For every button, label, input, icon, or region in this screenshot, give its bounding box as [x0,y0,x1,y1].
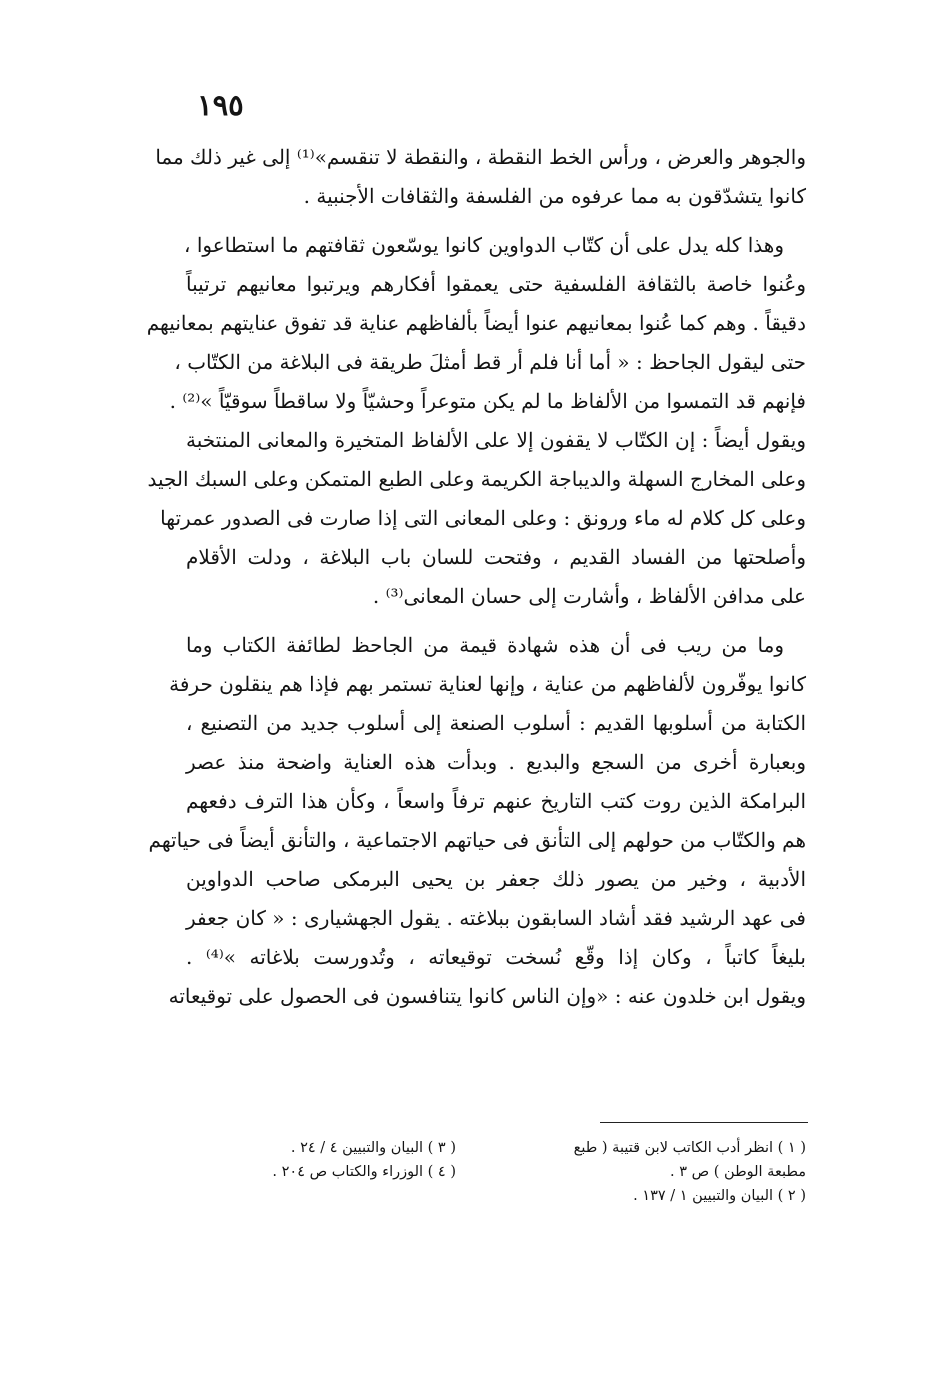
footnotes [186,1136,806,1208]
text-line: وبعبارة أخرى من السجع والبديع . وبدأت هذه العناية واضحة منذ عصر [186,750,806,774]
footnote-1-continued: مطبعة الوطن ) ص ٣ . [670,1164,806,1180]
footnote-1: ( ١ ) انظر أدب الكاتب لابن قتيبة ( طبع [573,1140,806,1156]
paragraph-1 [155,138,806,216]
text-line: وعُنوا خاصة بالثقافة الفلسفية حتى يعمقوا أفكارهم ويرتبوا معانيهم ترتيباً [186,272,806,296]
text-line: حتى ليقول الجاحظ : « أما أنا فلم أر قط أمثلَ طريقة فى البلاغة من الكتّاب ، [174,350,806,374]
text-line: كانوا يوفّرون لألفاظهم من عناية ، وإنها لعناية تستمر بهم فإذا هم ينقلون حرفة [169,672,806,696]
text-line: وهذا كله يدل على أن كتّاب الدواوين كانوا يوسّعون ثقافتهم ما استطاعوا ، [184,233,784,257]
footnote-3: ( ٣ ) البيان والتبيين ٤ / ٢٤ . [290,1140,456,1156]
text-line: وعلى المخارج السهلة والديباجة الكريمة وعلى الطبع المتمكن وعلى السبك الجيد [147,467,806,491]
text-line: وأصلحتها من الفساد القديم ، وفتحت للسان باب البلاغة ، ودلت الأقلام [186,545,806,569]
text-line: ويقول أيضاً : إن الكتّاب لا يقفون إلا على الألفاظ المتخيرة والمعانى المنتخبة [186,428,806,452]
text-line: فى عهد الرشيد فقد أشاد السابقون ببلاغته . يقول الجهشيارى : « كان جعفر [186,906,806,930]
paragraph-3 [148,626,806,1016]
footnote-row [186,1184,806,1208]
text-line: كانوا يتشدّقون به مما عرفوه من الفلسفة والثقافات الأجنبية . [303,184,806,208]
text-line: دقيقاً . وهم كما عُنوا بمعانيهم عنوا أيضاً بألفاظهم عناية قد تفوق عنايتهم بمعانيهم [146,311,806,335]
text-line: الكتابة من أسلوبها القديم : أسلوب الصنعة إلى أسلوب جديد من التصنيع ، [186,711,806,735]
footnote-row [186,1136,806,1160]
page-number: ١٩٥ [197,88,244,122]
main-text [146,138,806,1016]
text-line: ويقول ابن خلدون عنه : «وإن الناس كانوا يتنافسون فى الحصول على توقيعاته [168,984,806,1008]
footnote-divider [600,1122,808,1123]
text-line: هم والكتّاب من حولهم إلى التأنق فى حياتهم الاجتماعية ، والتأنق أيضاً فى حياتهم [148,828,806,852]
paragraph-2 [146,226,806,616]
text-line: بليغاً كاتباً ، وكان إذا وقّع نُسخت توقيعاته ، وتُدورست بلاغاته »⁽⁴⁾ . [186,945,806,969]
text-line: البرامكة الذين روت كتب التاريخ عنهم ترفاً واسعاً ، وكأن هذا الترف دفعهم [186,789,806,813]
text-line: فإنهم قد التمسوا من الألفاظ ما لم يكن متوعراً وحشيّاً ولا ساقطاً سوقيّاً »⁽²⁾ . [169,389,806,413]
text-line: والجوهر والعرض ، ورأس الخط النقطة ، والنقطة لا تنقسم»⁽¹⁾ إلى غير ذلك مما [155,145,806,169]
footnote-row [186,1160,806,1184]
text-line: الأدبية ، وخير من يصور ذلك جعفر بن يحيى البرمكى صاحب الدواوين [186,867,806,891]
text-line: على مدافن الألفاظ ، وأشارت إلى حسان المعانى⁽³⁾ . [372,584,806,608]
text-line: وما من ريب فى أن هذه شهادة قيمة من الجاحظ لطائفة الكتاب وما [186,633,784,657]
text-line: وعلى كل كلام له ماء ورونق : وعلى المعانى التى إذا صارت فى الصدور عمرتها [160,506,806,530]
footnote-4: ( ٤ ) الوزراء والكتاب ص ٢٠٤ . [272,1164,456,1180]
footnote-2: ( ٢ ) البيان والتبيين ١ / ١٣٧ . [633,1188,806,1204]
